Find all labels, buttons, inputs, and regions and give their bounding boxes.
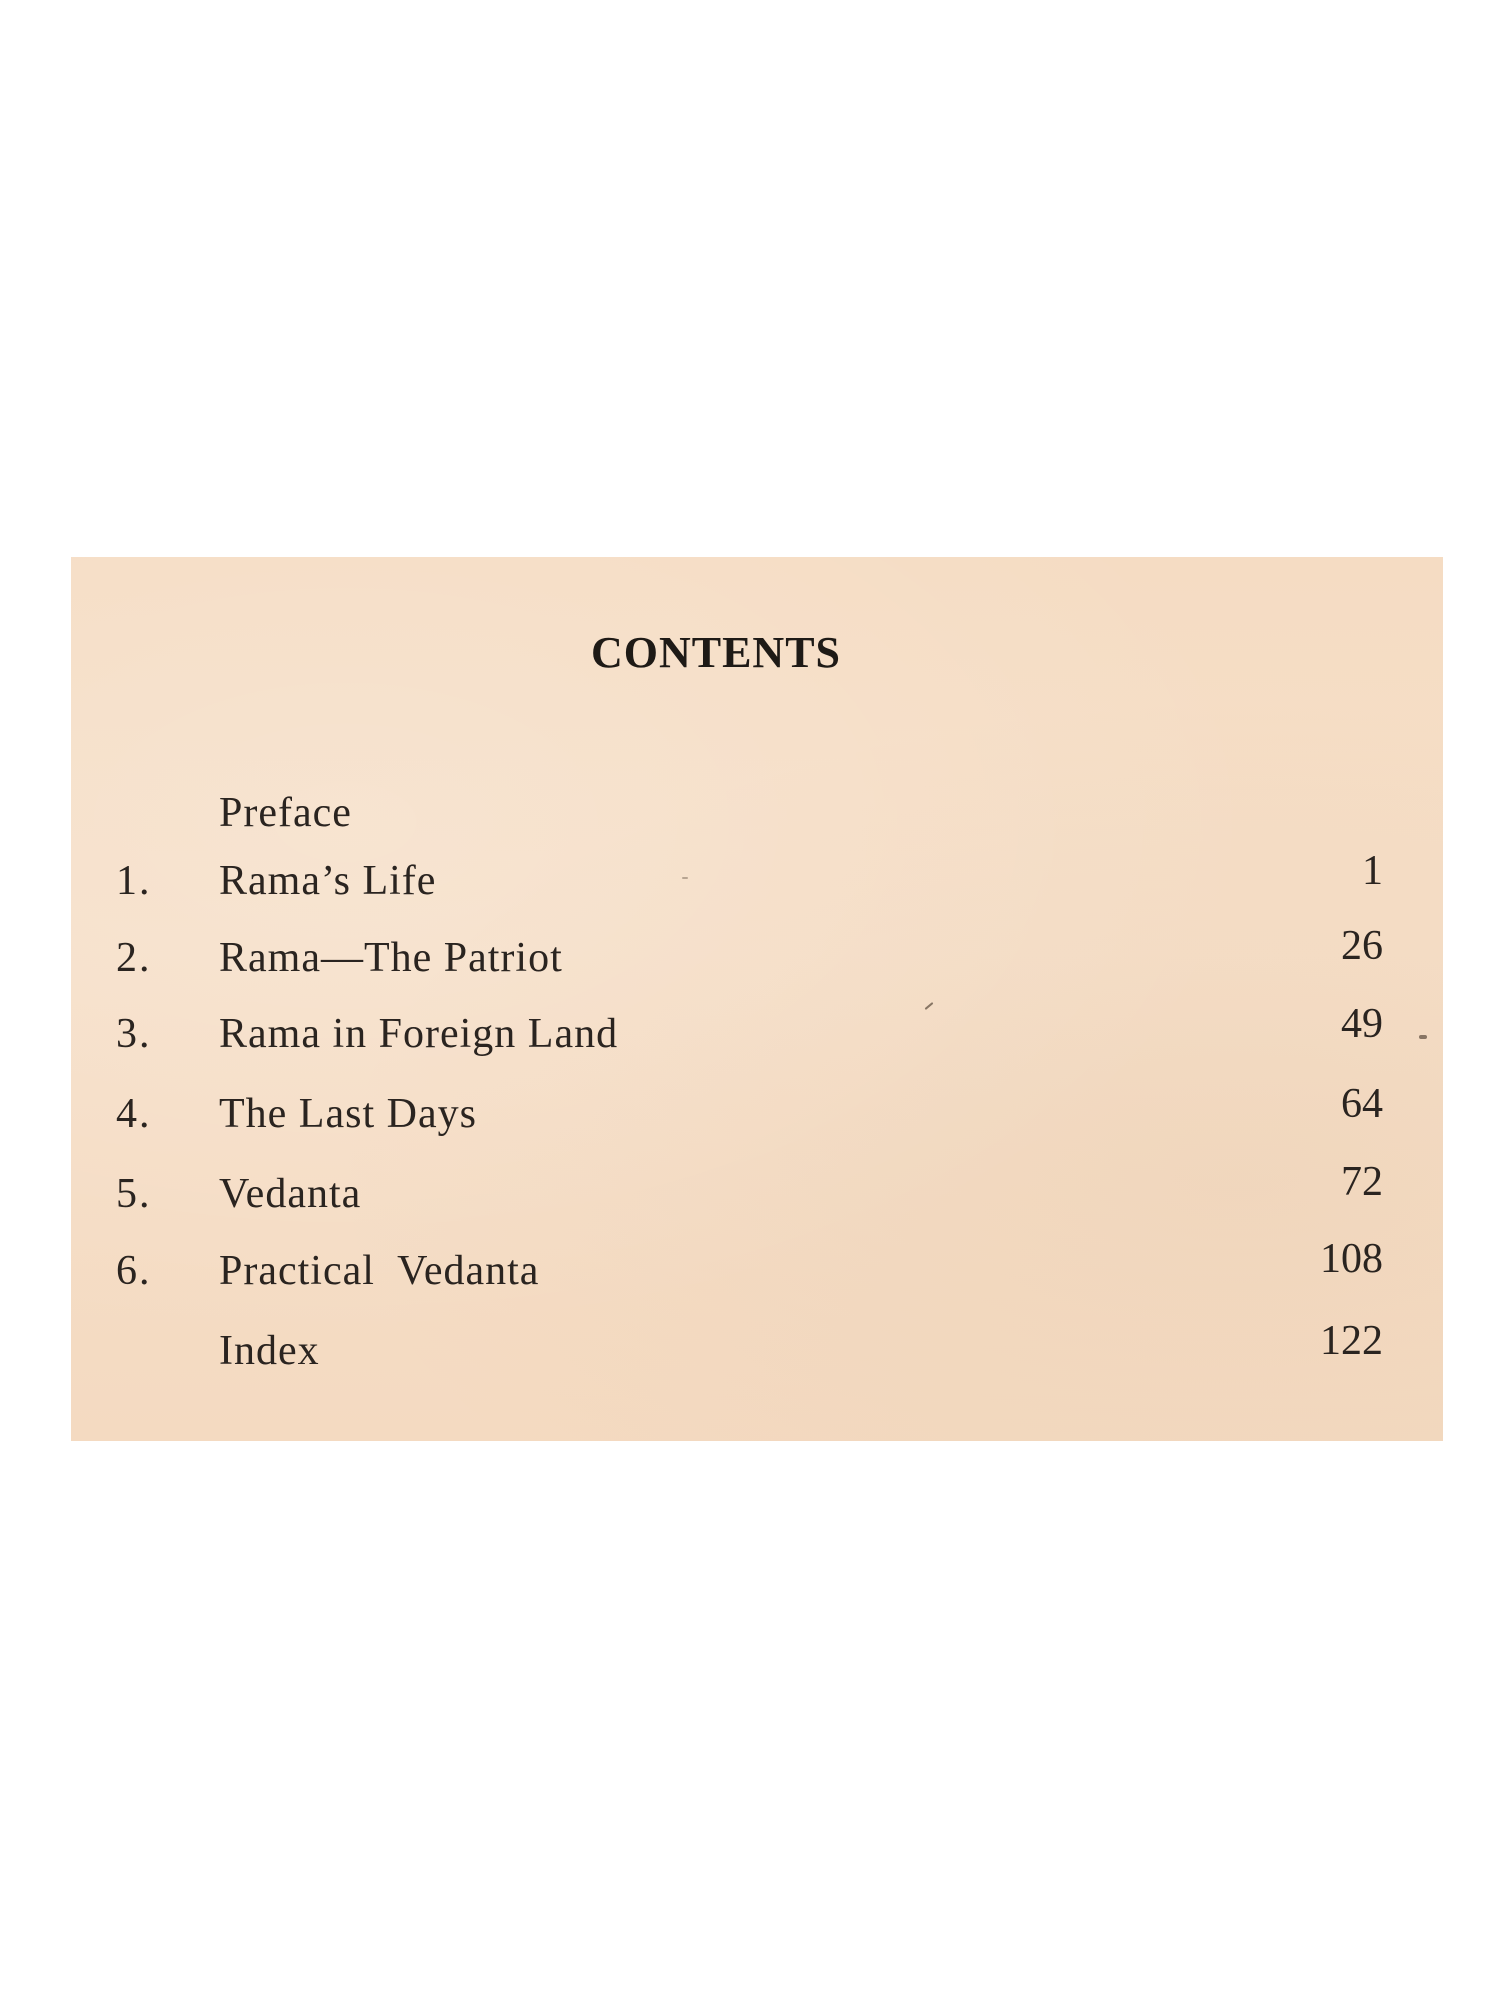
entry-page-number: 72 bbox=[1341, 1159, 1383, 1205]
entry-page-number: 49 bbox=[1341, 1001, 1383, 1047]
entry-title: Preface bbox=[219, 790, 352, 836]
toc-entry-rama-the-patriot bbox=[71, 923, 1443, 994]
toc-entry-preface bbox=[71, 789, 1443, 849]
ink-speck bbox=[925, 1002, 934, 1010]
entry-number: 6. bbox=[116, 1248, 152, 1294]
entry-number: 5. bbox=[116, 1171, 152, 1217]
entry-page-number: 122 bbox=[1320, 1318, 1383, 1364]
entry-title: Vedanta bbox=[219, 1171, 362, 1217]
entry-title: Practical Vedanta bbox=[219, 1248, 540, 1294]
contents-heading: CONTENTS bbox=[590, 628, 842, 677]
toc-entry-rama-in-foreign-land bbox=[71, 1001, 1443, 1070]
entry-page-number: 108 bbox=[1320, 1236, 1383, 1282]
entry-number: 1. bbox=[116, 858, 152, 904]
entry-number: 4. bbox=[116, 1091, 152, 1137]
toc-entry-vedanta bbox=[71, 1159, 1443, 1230]
toc-entry-ramas-life bbox=[71, 848, 1443, 917]
ink-speck bbox=[682, 877, 688, 879]
toc-entry-the-last-days bbox=[71, 1081, 1443, 1150]
entry-page-number: 1 bbox=[1362, 848, 1383, 894]
entry-title: Rama’s Life bbox=[219, 858, 437, 904]
ink-speck bbox=[1419, 1035, 1427, 1039]
toc-entry-practical-vedanta bbox=[71, 1236, 1443, 1307]
entry-number: 3. bbox=[116, 1011, 152, 1057]
toc-entry-index bbox=[71, 1318, 1443, 1387]
entry-title: The Last Days bbox=[219, 1091, 477, 1137]
entry-page-number: 26 bbox=[1341, 923, 1383, 969]
entry-title: Rama in Foreign Land bbox=[219, 1011, 619, 1057]
entry-page-number: 64 bbox=[1341, 1081, 1383, 1127]
entry-title: Rama—The Patriot bbox=[219, 935, 563, 981]
entry-title: Index bbox=[219, 1328, 320, 1374]
entry-number: 2. bbox=[116, 935, 152, 981]
scanned-contents-page bbox=[71, 557, 1443, 1441]
